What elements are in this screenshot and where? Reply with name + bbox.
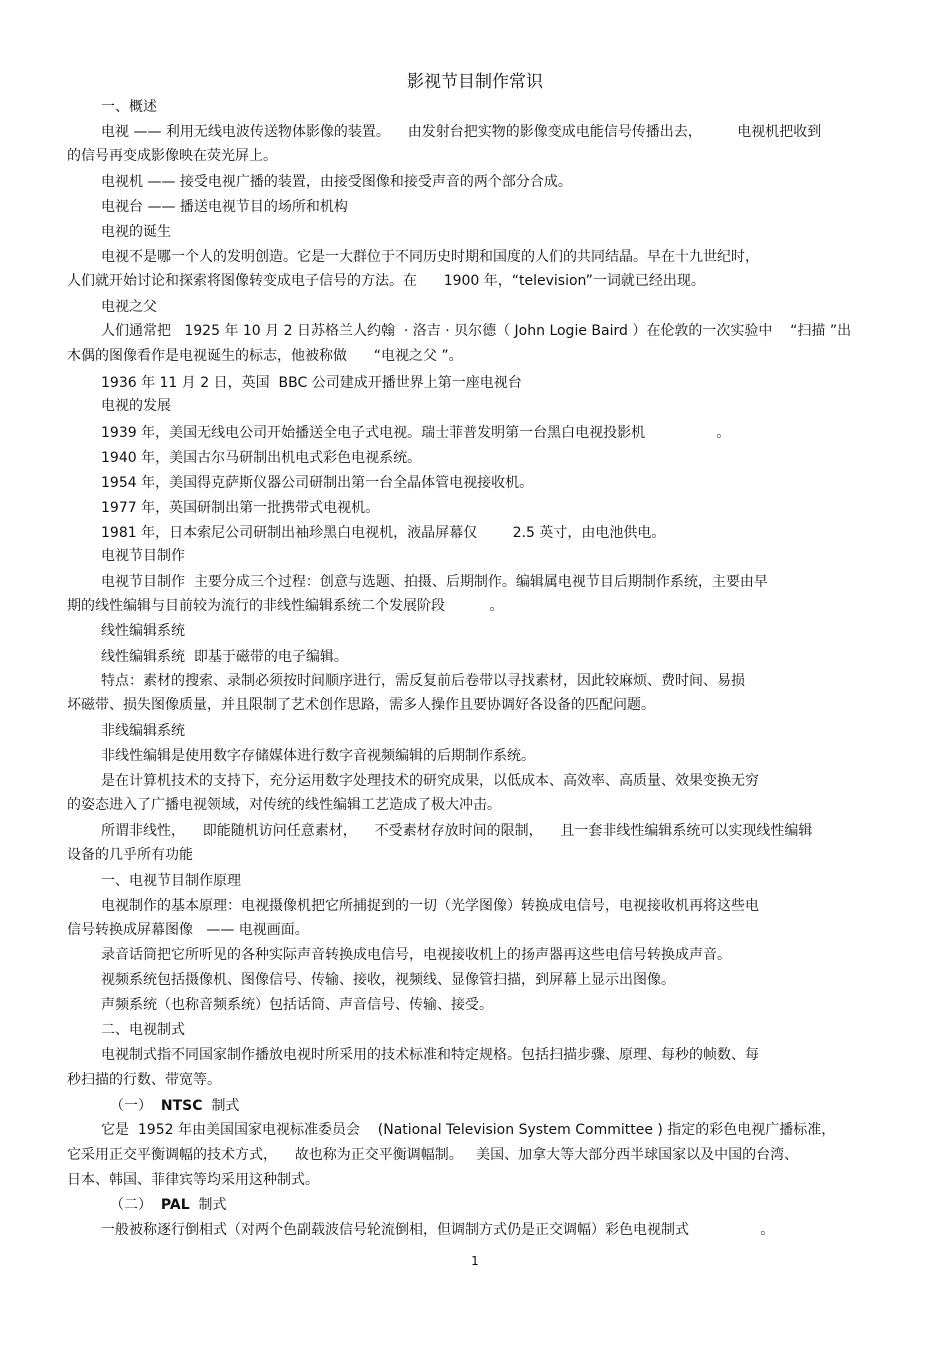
section-heading: 一、概述 bbox=[101, 99, 157, 115]
paragraph-line: 非线性编辑是使用数字存储媒体进行数字音视频编辑的后期制作系统。 bbox=[101, 748, 535, 764]
subsection-heading bbox=[110, 1194, 227, 1216]
paragraph-line: 它是 1952 年由美国国家电视标准委员会 (National Television System Committee ) 指定的彩色电视广播标准， bbox=[101, 1122, 836, 1138]
section-heading: 线性编辑系统 bbox=[101, 623, 185, 639]
section-heading: 二、电视制式 bbox=[101, 1022, 185, 1038]
subsection-number: （一） bbox=[110, 1098, 152, 1114]
paragraph-line: 1977 年，英国研制出第一批携带式电视机。 bbox=[101, 500, 380, 516]
paragraph-line: 期的线性编辑与目前较为流行的非线性编辑系统二个发展阶段 。 bbox=[67, 598, 504, 614]
paragraph-line: 木偶的图像看作是电视诞生的标志，他被称做 “电视之父 ”。 bbox=[67, 348, 463, 364]
paragraph-line: 信号转换成屏幕图像 —— 电视画面。 bbox=[67, 922, 309, 938]
paragraph-line: 的姿态进入了广播电视领域，对传统的线性编辑工艺造成了极大冲击。 bbox=[67, 797, 501, 813]
subsection-name: PAL bbox=[160, 1197, 190, 1213]
paragraph-line: 1954 年，美国得克萨斯仪器公司研制出第一台全晶体管电视接收机。 bbox=[101, 475, 534, 491]
subsection-number: （二） bbox=[110, 1197, 152, 1213]
subsection-heading bbox=[110, 1095, 239, 1117]
subsection-name: NTSC bbox=[160, 1098, 203, 1114]
paragraph-line: 它采用正交平衡调幅的技术方式， 故也称为正交平衡调幅制。 美国、加拿大等大部分西半球国家以及中国的台湾、 bbox=[67, 1147, 799, 1163]
paragraph-line: 电视节目制作 主要分成三个过程：创意与选题、拍摄、后期制作。编辑属电视节目后期制作系统，主要由早 bbox=[101, 574, 768, 590]
section-heading: 非线编辑系统 bbox=[101, 723, 185, 739]
paragraph-line: 人们通常把 1925 年 10 月 2 日苏格兰人约翰 · 洛吉 · 贝尔德（ John Logie Baird ）在伦敦的一次实验中 “扫描 ”出 bbox=[101, 323, 852, 339]
paragraph-line: 电视机 —— 接受电视广播的装置，由接受图像和接受声音的两个部分合成。 bbox=[101, 174, 572, 190]
section-heading: 电视的诞生 bbox=[101, 224, 171, 240]
paragraph-line: 1936 年 11 月 2 日，英国 BBC 公司建成开播世界上第一座电视台 bbox=[101, 375, 522, 391]
paragraph-line: 电视台 —— 播送电视节目的场所和机构 bbox=[101, 199, 348, 215]
paragraph-line: 日本、韩国、菲律宾等均采用这种制式。 bbox=[67, 1172, 319, 1188]
subsection-suffix: 制式 bbox=[198, 1197, 227, 1213]
paragraph-line: 人们就开始讨论和探索将图像转变成电子信号的方法。在 1900 年，“television”一词就已经出现。 bbox=[67, 273, 705, 289]
section-heading: 一、电视节目制作原理 bbox=[101, 873, 241, 889]
paragraph-line: 电视不是哪一个人的发明创造。它是一大群位于不同历史时期和国度的人们的共同结晶。早在十九世纪时， bbox=[101, 249, 759, 265]
paragraph-line: 特点：素材的搜索、录制必须按时间顺序进行，需反复前后卷带以寻找素材，因此较麻烦、费时间、易损 bbox=[101, 673, 745, 689]
section-heading: 电视节目制作 bbox=[101, 548, 185, 564]
document-title: 影视节目制作常识 bbox=[407, 72, 543, 92]
paragraph-line: 视频系统包括摄像机、图像信号、传输、接收，视频线、显像管扫描，到屏幕上显示出图像。 bbox=[101, 972, 675, 988]
paragraph-line: 所谓非线性， 即能随机访问任意素材， 不受素材存放时间的限制， 且一套非线性编辑系统可以实现线性编辑 bbox=[101, 823, 813, 839]
paragraph-line: 秒扫描的行数、带宽等。 bbox=[67, 1072, 221, 1088]
paragraph-line: 电视制作的基本原理：电视摄像机把它所捕捉到的一切（光学图像）转换成电信号，电视接收机再将这些电 bbox=[101, 898, 759, 914]
paragraph-line: 1981 年，日本索尼公司研制出袖珍黑白电视机，液晶屏幕仅 2.5 英寸，由电池供电。 bbox=[101, 525, 666, 541]
subsection-suffix: 制式 bbox=[211, 1098, 240, 1114]
paragraph-line: 设备的几乎所有功能 bbox=[67, 847, 193, 863]
section-heading: 电视的发展 bbox=[101, 398, 171, 414]
paragraph-line: 声频系统（也称音频系统）包括话筒、声音信号、传输、接受。 bbox=[101, 997, 493, 1013]
paragraph-line: 1940 年，美国古尔马研制出机电式彩色电视系统。 bbox=[101, 450, 422, 466]
paragraph-line: 坏磁带、损失图像质量，并且限制了艺术创作思路，需多人操作且要协调好各设备的匹配问题。 bbox=[67, 697, 655, 713]
paragraph-line: 一般被称逐行倒相式（对两个色副载波信号轮流倒相，但调制方式仍是正交调幅）彩色电视制式 。 bbox=[101, 1222, 775, 1238]
section-heading: 电视之父 bbox=[101, 299, 157, 315]
paragraph-line: 电视制式指不同国家制作播放电视时所采用的技术标准和特定规格。包括扫描步骤、原理、每秒的帧数、每 bbox=[101, 1047, 759, 1063]
paragraph-line: 的信号再变成影像映在荧光屏上。 bbox=[67, 148, 277, 164]
page-number: 1 bbox=[471, 1254, 479, 1268]
paragraph-line: 线性编辑系统 即基于磁带的电子编辑。 bbox=[101, 649, 348, 665]
paragraph-line: 是在计算机技术的支持下，充分运用数字处理技术的研究成果，以低成本、高效率、高质量、效果变换无穷 bbox=[101, 773, 759, 789]
paragraph-line: 电视 —— 利用无线电波传送物体影像的装置。 由发射台把实物的影像变成电能信号传播出去， 电视机把收到 bbox=[101, 124, 822, 140]
paragraph-line: 录音话筒把它所听见的各种实际声音转换成电信号，电视接收机上的扬声器再这些电信号转换成声音。 bbox=[101, 947, 731, 963]
paragraph-line: 1939 年，美国无线电公司开始播送全电子式电视。瑞士菲普发明第一台黑白电视投影机 。 bbox=[101, 425, 731, 441]
